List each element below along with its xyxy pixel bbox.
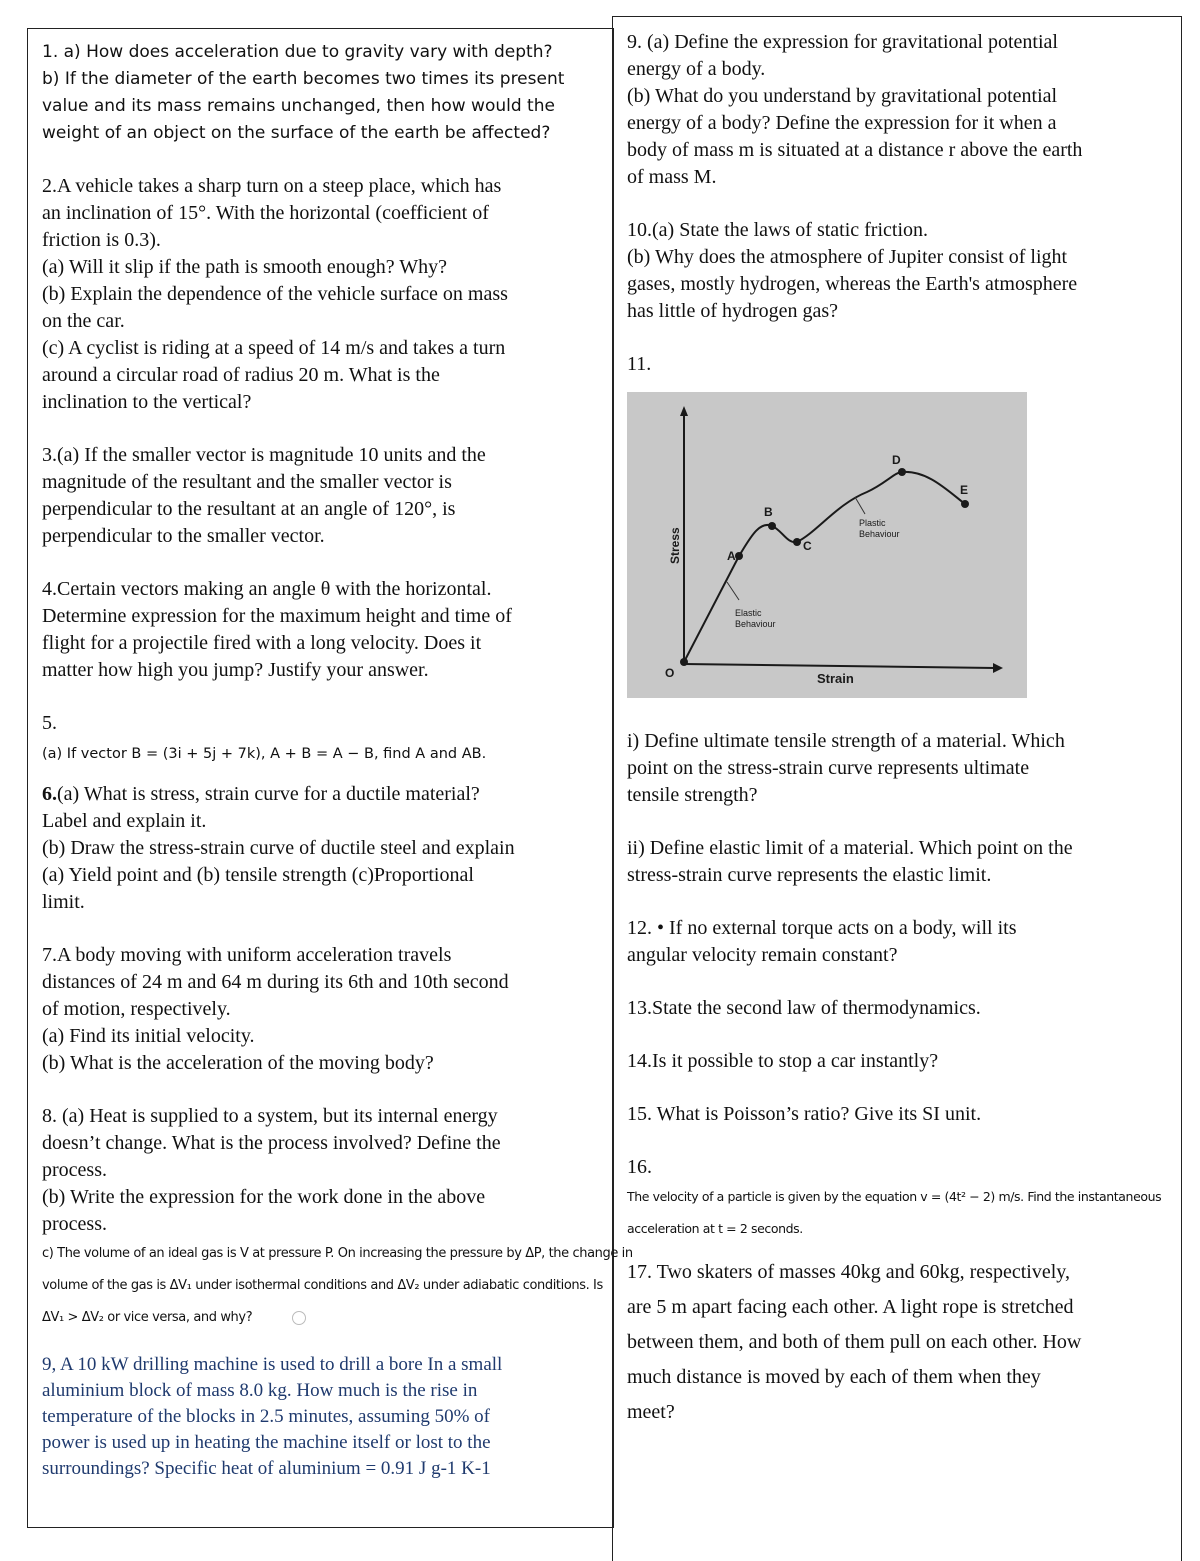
q10-line: gases, mostly hydrogen, whereas the Earth's atmosphere bbox=[627, 273, 1078, 295]
q17-line: meet? bbox=[627, 1401, 675, 1423]
q5-number: 5. bbox=[42, 712, 57, 734]
label-b: B bbox=[764, 505, 773, 519]
q9b-line: 9, A 10 kW drilling machine is used to drill a bore In a small bbox=[42, 1354, 503, 1375]
graph-svg bbox=[627, 392, 1027, 698]
q13-text: 13.State the second law of thermodynamics. bbox=[627, 997, 981, 1019]
q11-number: 11. bbox=[627, 353, 652, 375]
q7-line: of motion, respectively. bbox=[42, 998, 231, 1020]
stress-strain-graph bbox=[627, 392, 1027, 698]
q1-line: b) If the diameter of the earth becomes two times its present bbox=[42, 69, 565, 89]
q6-number: 6. bbox=[42, 783, 57, 805]
label-d: D bbox=[892, 453, 901, 467]
q3-line: 3.(a) If the smaller vector is magnitude 10 units and the bbox=[42, 444, 486, 466]
q8c-line-text: ΔV₁ > ΔV₂ or vice versa, and why? bbox=[42, 1310, 253, 1325]
q16-number: 16. bbox=[627, 1156, 652, 1178]
label-c: C bbox=[803, 539, 812, 553]
q9b-line: surroundings? Specific heat of aluminium = 0.91 J g-1 K-1 bbox=[42, 1458, 491, 1479]
q5-text: (a) If vector B = (3i + 5j + 7k), A + B = A − B, find A and AB. bbox=[42, 746, 487, 762]
y-axis-arrow bbox=[680, 406, 688, 416]
q17-line: much distance is moved by each of them when they bbox=[627, 1366, 1041, 1388]
q8-line: process. bbox=[42, 1159, 107, 1181]
question-14 bbox=[627, 1048, 1169, 1075]
question-11i bbox=[627, 728, 1169, 809]
label-e: E bbox=[960, 483, 969, 497]
question-1 bbox=[42, 39, 601, 147]
question-11ii bbox=[627, 835, 1169, 889]
q17-line: between them, and both of them pull on each other. How bbox=[627, 1331, 1082, 1353]
q11i-line: point on the stress-strain curve represents ultimate bbox=[627, 757, 1030, 779]
q9b-line: aluminium block of mass 8.0 kg. How much is the rise in bbox=[42, 1380, 478, 1401]
q2-line: around a circular road of radius 20 m. What is the bbox=[42, 364, 440, 386]
question-12 bbox=[627, 915, 1169, 969]
q8c-line: volume of the gas is ΔV₁ under isothermal conditions and ΔV₂ under adiabatic conditions. Is bbox=[42, 1278, 603, 1293]
q7-line: 7.A body moving with uniform acceleration travels bbox=[42, 944, 452, 966]
point-c bbox=[793, 538, 801, 546]
q9-line: 9. (a) Define the expression for gravitational potential bbox=[627, 31, 1058, 53]
point-o bbox=[680, 658, 688, 666]
x-axis-label: Strain bbox=[817, 671, 854, 686]
q4-line: 4.Certain vectors making an angle θ with the horizontal. bbox=[42, 578, 492, 600]
point-e bbox=[961, 500, 969, 508]
q6-line: limit. bbox=[42, 891, 85, 913]
q6-line: (a) What is stress, strain curve for a ductile material? bbox=[57, 783, 480, 805]
x-axis bbox=[684, 664, 995, 668]
q8-line: (b) Write the expression for the work done in the above bbox=[42, 1186, 486, 1208]
plastic-label-line: Plastic bbox=[859, 518, 886, 528]
question-4 bbox=[42, 576, 601, 684]
question-17 bbox=[627, 1255, 1169, 1430]
elastic-label-line: Behaviour bbox=[735, 619, 776, 629]
question-9-drilling bbox=[42, 1352, 601, 1482]
point-b bbox=[768, 522, 776, 530]
question-2 bbox=[42, 173, 601, 416]
q7-line: (b) What is the acceleration of the moving body? bbox=[42, 1052, 434, 1074]
q2-line: (b) Explain the dependence of the vehicle surface on mass bbox=[42, 283, 508, 305]
question-16 bbox=[627, 1154, 1169, 1181]
q9-line: energy of a body? Define the expression for it when a bbox=[627, 112, 1057, 134]
plastic-label-line: Behaviour bbox=[859, 529, 900, 539]
q8-line: 8. (a) Heat is supplied to a system, but its internal energy bbox=[42, 1105, 498, 1127]
question-16-text bbox=[627, 1181, 1169, 1245]
q8-line: doesn’t change. What is the process involved? Define the bbox=[42, 1132, 501, 1154]
q9-line: energy of a body. bbox=[627, 58, 766, 80]
cursor-icon bbox=[292, 1311, 306, 1325]
question-3 bbox=[42, 442, 601, 550]
q2-line: an inclination of 15°. With the horizontal (coefficient of bbox=[42, 202, 489, 224]
elastic-pointer bbox=[727, 582, 739, 600]
q11i-line: i) Define ultimate tensile strength of a material. Which bbox=[627, 730, 1065, 752]
q1-line: weight of an object on the surface of the earth be affected? bbox=[42, 123, 551, 143]
point-d bbox=[898, 468, 906, 476]
x-axis-arrow bbox=[993, 663, 1003, 673]
left-column bbox=[27, 28, 633, 1528]
q7-line: distances of 24 m and 64 m during its 6th and 10th second bbox=[42, 971, 509, 993]
q7-line: (a) Find its initial velocity. bbox=[42, 1025, 255, 1047]
q9-line: body of mass m is situated at a distance r above the earth bbox=[627, 139, 1083, 161]
q1-line: value and its mass remains unchanged, then how would the bbox=[42, 96, 555, 116]
q2-line: on the car. bbox=[42, 310, 125, 332]
question-13 bbox=[627, 995, 1169, 1022]
q12-line: 12. • If no external torque acts on a body, will its bbox=[627, 917, 1017, 939]
y-axis-label: Stress bbox=[668, 527, 682, 564]
q6-line: (b) Draw the stress-strain curve of ductile steel and explain bbox=[42, 837, 515, 859]
label-a: A bbox=[727, 549, 736, 563]
q11i-line: tensile strength? bbox=[627, 784, 758, 806]
question-10 bbox=[627, 217, 1169, 325]
stress-strain-curve bbox=[684, 472, 965, 662]
q17-line: are 5 m apart facing each other. A light rope is stretched bbox=[627, 1296, 1074, 1318]
q2-line: friction is 0.3). bbox=[42, 229, 161, 251]
question-9 bbox=[627, 29, 1169, 191]
q10-line: (b) Why does the atmosphere of Jupiter consist of light bbox=[627, 246, 1068, 268]
right-column bbox=[612, 16, 1182, 1561]
question-15 bbox=[627, 1101, 1169, 1128]
q10-line: has little of hydrogen gas? bbox=[627, 300, 839, 322]
q12-line: angular velocity remain constant? bbox=[627, 944, 898, 966]
plastic-pointer bbox=[855, 497, 865, 514]
q6-line: (a) Yield point and (b) tensile strength (c)Proportional bbox=[42, 864, 474, 886]
q3-line: perpendicular to the smaller vector. bbox=[42, 525, 325, 547]
q2-line: inclination to the vertical? bbox=[42, 391, 252, 413]
q16-line: acceleration at t = 2 seconds. bbox=[627, 1221, 803, 1236]
q10-line: 10.(a) State the laws of static friction. bbox=[627, 219, 929, 241]
q6-line: Label and explain it. bbox=[42, 810, 207, 832]
q4-line: matter how high you jump? Justify your answer. bbox=[42, 659, 429, 681]
q3-line: magnitude of the resultant and the smaller vector is bbox=[42, 471, 452, 493]
q15-text: 15. What is Poisson’s ratio? Give its SI unit. bbox=[627, 1103, 982, 1125]
q3-line: perpendicular to the resultant at an angle of 120°, is bbox=[42, 498, 456, 520]
q16-line: The velocity of a particle is given by the equation v = (4t² − 2) m/s. Find the instantaneous bbox=[627, 1189, 1162, 1204]
q1-line: 1. a) How does acceleration due to gravity vary with depth? bbox=[42, 42, 553, 62]
q11ii-line: stress-strain curve represents the elastic limit. bbox=[627, 864, 992, 886]
q11ii-line: ii) Define elastic limit of a material. Which point on the bbox=[627, 837, 1073, 859]
q9b-line: power is used up in heating the machine itself or lost to the bbox=[42, 1432, 491, 1453]
q4-line: Determine expression for the maximum height and time of bbox=[42, 605, 512, 627]
q17-line: 17. Two skaters of masses 40kg and 60kg, respectively, bbox=[627, 1261, 1070, 1283]
q2-line: 2.A vehicle takes a sharp turn on a steep place, which has bbox=[42, 175, 502, 197]
q14-text: 14.Is it possible to stop a car instantly? bbox=[627, 1050, 939, 1072]
question-5 bbox=[42, 710, 601, 771]
q2-line: (a) Will it slip if the path is smooth enough? Why? bbox=[42, 256, 448, 278]
elastic-label-line: Elastic bbox=[735, 608, 762, 618]
point-a bbox=[735, 552, 743, 560]
question-6 bbox=[42, 781, 601, 916]
q9-line: (b) What do you understand by gravitational potential bbox=[627, 85, 1058, 107]
q8-line: process. bbox=[42, 1213, 107, 1235]
q8c-line: c) The volume of an ideal gas is V at pressure P. On increasing the pressure by ΔP, the change in bbox=[42, 1246, 633, 1261]
question-11 bbox=[627, 351, 1169, 378]
q9b-line: temperature of the blocks in 2.5 minutes, assuming 50% of bbox=[42, 1406, 490, 1427]
q9-line: of mass M. bbox=[627, 166, 717, 188]
q4-line: flight for a projectile fired with a long velocity. Does it bbox=[42, 632, 482, 654]
question-7 bbox=[42, 942, 601, 1077]
label-o: O bbox=[665, 666, 675, 680]
question-8 bbox=[42, 1103, 601, 1238]
question-8c bbox=[42, 1238, 633, 1334]
q2-line: (c) A cyclist is riding at a speed of 14 m/s and takes a turn bbox=[42, 337, 506, 359]
q8c-line bbox=[42, 1302, 601, 1334]
